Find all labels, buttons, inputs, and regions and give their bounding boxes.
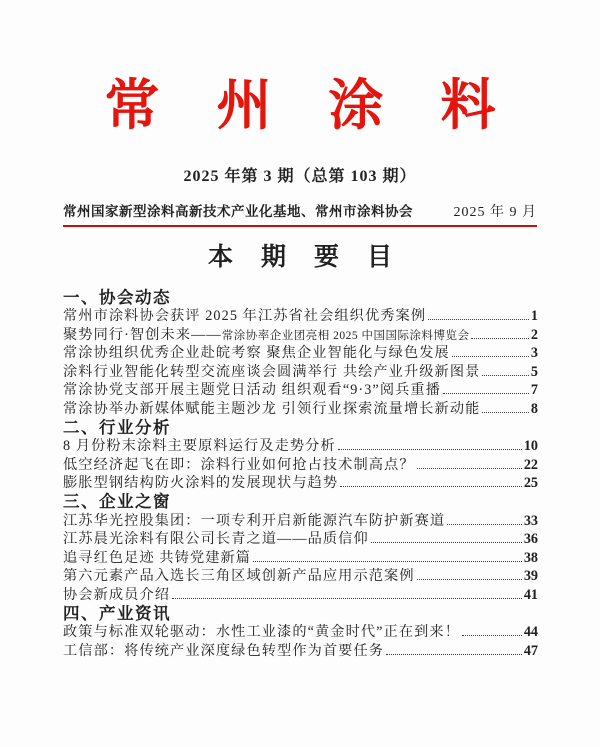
dot-leader — [386, 654, 522, 655]
toc-item-title: 政策与标准双轮驱动：水性工业漆的“黄金时代”正在到来！ — [63, 624, 460, 641]
dot-leader — [482, 375, 528, 376]
toc-item-page: 25 — [523, 475, 538, 492]
toc-item-page: 3 — [530, 345, 538, 362]
toc-item-title: 低空经济起飞在即：涂料行业如何抢占技术制高点？ — [63, 456, 415, 473]
toc-item-subtitle: 常涂协率企业团亮相 2025 中国国际涂料博览会 — [221, 329, 470, 342]
dot-leader — [462, 635, 522, 636]
toc-section-heading-3: 三、企业之窗 — [63, 493, 171, 512]
dot-leader — [417, 468, 522, 469]
issue-number-line: 2025 年第 3 期（总第 103 期） — [183, 167, 417, 185]
toc-item-title: 第六元素产品入选长三角区域创新产品应用示范案例 — [63, 568, 415, 585]
toc-item-title: 聚势同行·智创未来—— — [63, 326, 222, 343]
dot-leader — [482, 412, 528, 413]
masthead — [0, 0, 600, 137]
toc-item-page: 36 — [523, 531, 538, 548]
toc-item-title: 协会新成员介绍 — [63, 587, 171, 603]
toc-item-title: 江苏晨光涂料有限公司长青之道——品质信仰 — [63, 531, 369, 548]
dot-leader — [371, 542, 522, 543]
toc-section-heading-4: 四、产业资讯 — [63, 604, 171, 623]
toc-item-title: 常涂协组织优秀企业赴皖考察 聚焦企业智能化与绿色发展 — [63, 345, 450, 362]
table-of-contents — [63, 289, 538, 661]
toc-section-heading-2: 二、行业分析 — [63, 418, 171, 437]
toc-item — [63, 474, 538, 493]
dot-leader — [471, 338, 528, 339]
toc-item — [63, 437, 538, 456]
toc-item — [63, 456, 538, 475]
publisher-name: 常州国家新型涂料高新技术产业化基地、常州市涂料协会 — [63, 203, 413, 219]
toc-item-page: 41 — [523, 587, 538, 603]
toc-item — [63, 642, 538, 661]
toc-item — [63, 512, 538, 531]
red-divider-rule — [63, 225, 537, 227]
toc-item — [63, 530, 538, 549]
toc-item-page: 44 — [523, 624, 538, 641]
dot-leader — [417, 579, 522, 580]
toc-item — [63, 381, 538, 400]
toc-item-page: 5 — [530, 363, 538, 380]
publication-title: 常州涂料 — [104, 75, 553, 136]
toc-item-title: 膨胀型钢结构防火涂料的发展现状与趋势 — [63, 475, 339, 492]
toc-item-page: 8 — [530, 401, 538, 418]
toc-item-page: 38 — [523, 549, 538, 566]
toc-item — [63, 363, 538, 382]
toc-item-page: 10 — [523, 438, 538, 455]
toc-item-title: 常州市涂料协会获评 2025 年江苏省社会组织优秀案例 — [63, 308, 427, 325]
toc-item-title: 江苏华光控股集团：一项专利开启新能源汽车防护新赛道 — [63, 512, 446, 529]
contents-header — [0, 237, 600, 273]
toc-item-title: 常涂协党支部开展主题党日活动 组织观看“9·3”阅兵重播 — [63, 382, 441, 399]
toc-item — [63, 400, 538, 419]
toc-item — [63, 326, 538, 345]
toc-item-page: 2 — [530, 326, 538, 343]
toc-item — [63, 549, 538, 568]
dot-leader — [172, 598, 522, 599]
dot-leader — [428, 319, 529, 320]
toc-item — [63, 623, 538, 642]
dot-leader — [338, 449, 522, 450]
toc-item-title: 常涂协举办新媒体赋能主题沙龙 引领行业探索流量增长新动能 — [63, 401, 481, 418]
dot-leader — [340, 486, 522, 487]
toc-item-title: 追寻红色足迹 共铸党建新篇 — [63, 549, 252, 566]
toc-item — [63, 567, 538, 586]
dot-leader — [253, 561, 522, 562]
toc-item — [63, 307, 538, 326]
dot-leader — [443, 393, 529, 394]
toc-item-page: 33 — [523, 512, 538, 529]
toc-item-page: 22 — [523, 456, 538, 473]
contents-title: 本期要目 — [207, 242, 420, 271]
toc-item-title: 工信部：将传统产业深度绿色转型作为首要任务 — [63, 642, 385, 659]
toc-item — [63, 344, 538, 363]
toc-item-page: 1 — [530, 308, 538, 325]
dot-leader — [447, 524, 522, 525]
toc-item-title: 涂料行业智能化转型交流座谈会圆满举行 共绘产业升级新图景 — [63, 363, 481, 380]
toc-item-title: 8 月份粉末涂料主要原料运行及走势分析 — [63, 438, 336, 455]
toc-item-page: 47 — [523, 642, 538, 659]
toc-item-page: 39 — [523, 568, 538, 585]
dot-leader — [452, 356, 529, 357]
publisher-row — [63, 200, 537, 221]
toc-section-heading-1: 一、协会动态 — [63, 288, 171, 307]
publish-date: 2025 年 9 月 — [453, 204, 537, 220]
toc-item — [63, 586, 538, 605]
toc-item-page: 7 — [530, 382, 538, 399]
